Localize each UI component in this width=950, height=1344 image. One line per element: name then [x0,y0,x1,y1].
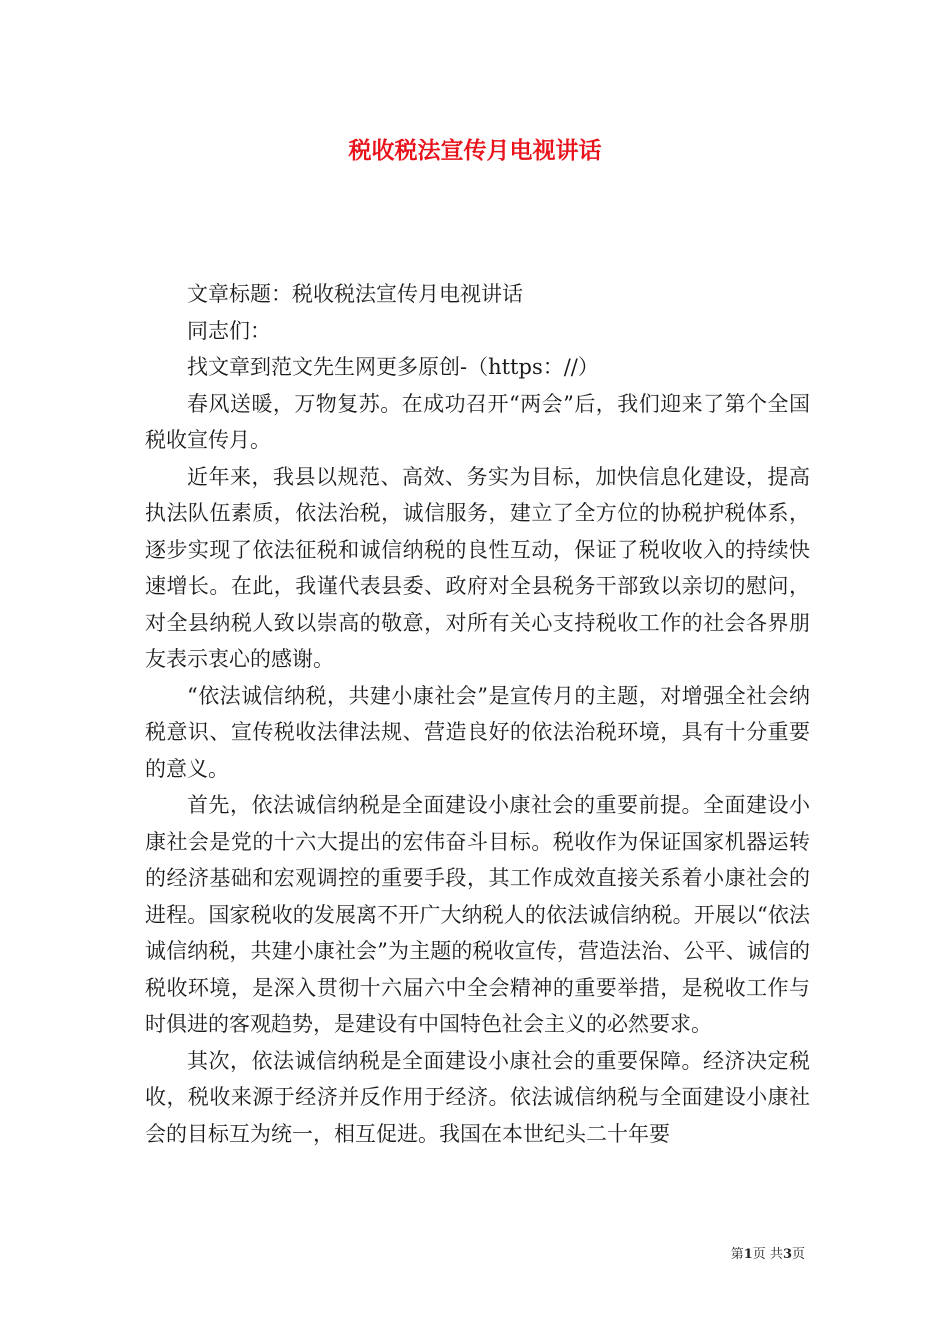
paragraph-theme: “依法诚信纳税，共建小康社会”是宣传月的主题，对增强全社会纳税意识、宣传税收法律法规、营造良好的依法治税环境，具有十分重要的意义。 [145,683,810,781]
paragraph-achievements: 近年来，我县以规范、高效、务实为目标，加快信息化建设，提高执法队伍素质，依法治税，诚信服务，建立了全方位的协税护税体系，逐步实现了依法征税和诚信纳税的良性互动，保证了税收收入的持续快速增长。在此，我谨代表县委、政府对全县税务干部致以亲切的慰问，对全县纳税人致以崇高的敬意，对所有关心支持税收工作的社会各界朋友表示衷心的感谢。 [145,464,810,671]
paragraph-article-title: 文章标题：税收税法宣传月电视讲话 [187,282,523,306]
page-number-footer [731,1246,805,1264]
paragraph-opening: 春风送暖，万物复苏。在成功召开“两会”后，我们迎来了第个全国税收宣传月。 [145,391,810,452]
paragraph-second-point: 其次，依法诚信纳税是全面建设小康社会的重要保障。经济决定税收，税收来源于经济并反作用于经济。依法诚信纳税与全面建设小康社会的目标互为统一，相互促进。我国在本世纪头二十年要 [145,1048,810,1146]
document-body [145,276,810,1152]
footer-suffix: 页 [791,1247,805,1262]
footer-prefix: 第 [730,1247,744,1262]
footer-middle: 页 共 [752,1247,783,1262]
footer-current-page: 1 [743,1247,753,1262]
footer-total-pages: 3 [782,1247,792,1262]
paragraph-first-point: 首先，依法诚信纳税是全面建设小康社会的重要前提。全面建设小康社会是党的十六大提出的宏伟奋斗目标。税收作为保证国家机器运转的经济基础和宏观调控的重要手段，其工作成效直接关系着小康社会的进程。国家税收的发展离不开广大纳税人的依法诚信纳税。开展以“依法诚信纳税，共建小康社会”为主题的税收宣传，营造法治、公平、诚信的税收环境，是深入贯彻十六届六中全会精神的重要举措，是税收工作与时俱进的客观趋势，是建设有中国特色社会主义的必然要求。 [145,793,810,1036]
document-title: 税收税法宣传月电视讲话 [348,137,602,164]
paragraph-source-note: 找文章到范文先生网更多原创-（https：//） [187,355,599,379]
paragraph-salutation: 同志们： [187,318,271,343]
